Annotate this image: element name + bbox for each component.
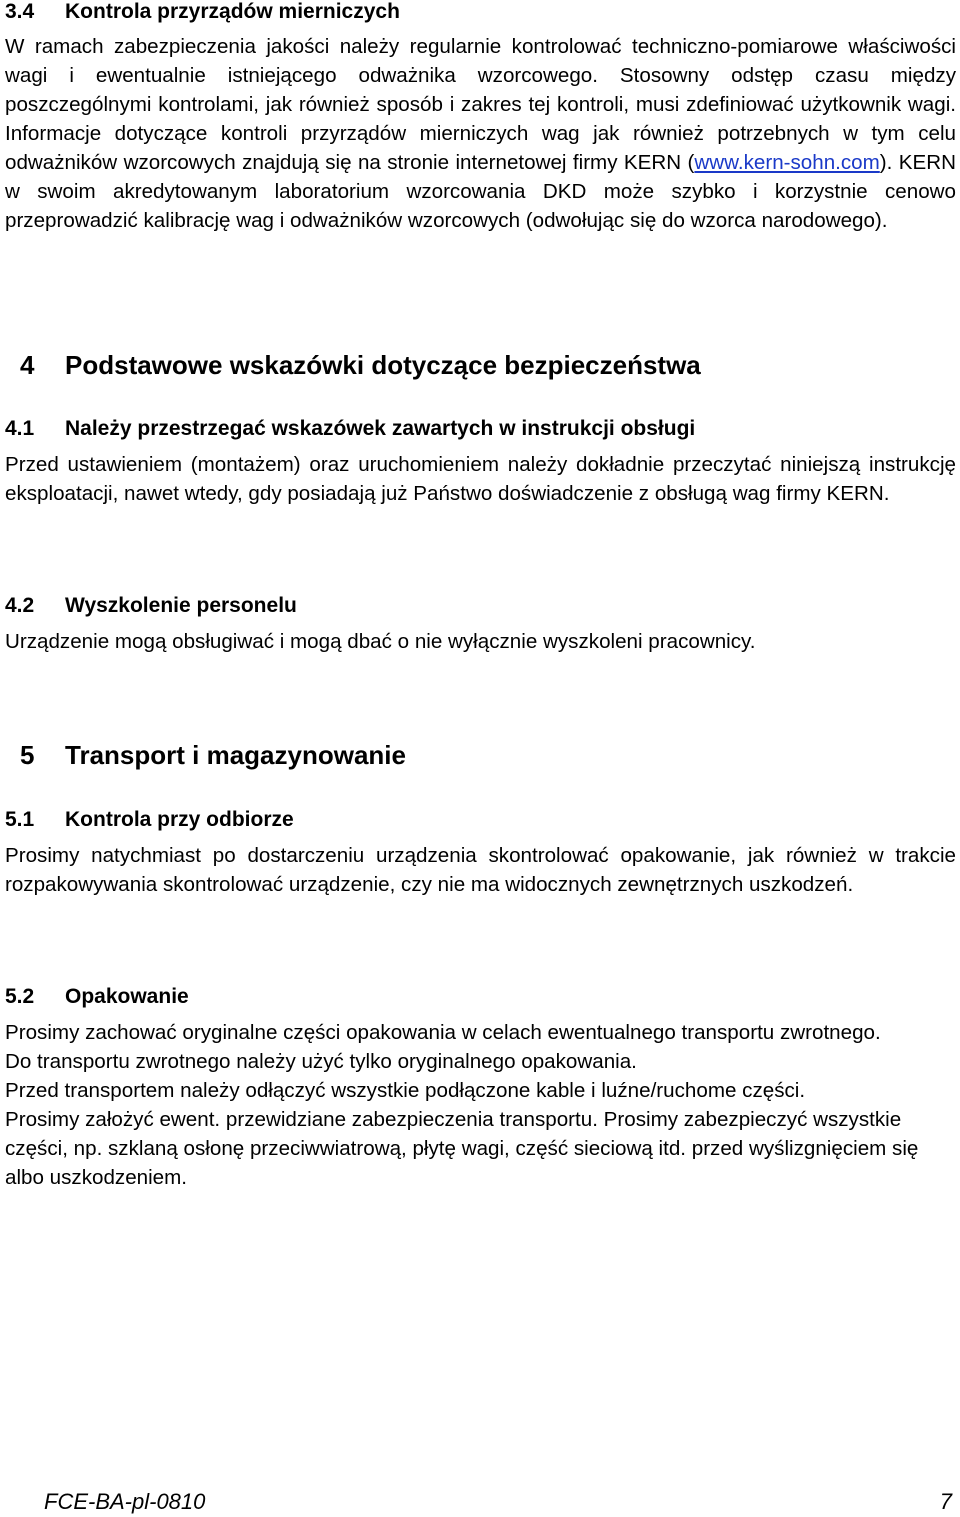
section-heading-4-1	[5, 417, 695, 441]
paragraph: Przed transportem należy odłączyć wszystkie podłączone kable i luźne/ruchome części.	[5, 1079, 806, 1102]
section-5-1-text: Prosimy natychmiast po dostarczeniu urządzenia skontrolować opakowanie, jak również w trakcie rozpakowywania skontrolować urządzenie, czy nie ma widocznych zewnętrznych uszkodzeń.	[5, 844, 956, 896]
section-5-2-text	[5, 1018, 956, 1192]
section-4-2-text: Urządzenie mogą obsługiwać i mogą dbać o nie wyłącznie wyszkoleni pracownicy.	[5, 630, 756, 653]
section-number: 4.1	[5, 417, 35, 440]
chapter-heading-4	[20, 350, 701, 380]
paragraph-text: W ramach zabezpieczenia jakości należy regularnie kontrolować techniczno-pomiarowe właściwości wagi i ewentualnie istniejącego odważnika wzorcowego. Stosowny odstęp czasu między poszczególnymi kontrolami, jak również sposób i zakres tej kontroli, musi zdefiniować użytkownik wagi. Informacje dotyczące kontroli przyrządów mierniczych wag jak również potrzebnych w tym celu odważników wzorcowych znajdują się na stronie internetowej firmy KERN (	[5, 35, 956, 174]
chapter-title: Podstawowe wskazówki dotyczące bezpieczeństwa	[65, 350, 701, 380]
section-title: Kontrola przyrządów mierniczych	[65, 0, 400, 23]
section-title: Wyszkolenie personelu	[65, 594, 297, 617]
chapter-number: 4	[20, 350, 35, 380]
section-heading-5-1	[5, 808, 294, 832]
footer-doc-code: FCE-BA-pl-0810	[44, 1489, 206, 1514]
footer-page-number: 7	[939, 1489, 952, 1514]
paragraph: Do transportu zwrotnego należy użyć tylko oryginalnego opakowania.	[5, 1050, 637, 1073]
chapter-title: Transport i magazynowanie	[65, 740, 406, 770]
section-title: Kontrola przy odbiorze	[65, 808, 294, 831]
section-number: 4.2	[5, 594, 35, 617]
chapter-heading-5	[20, 740, 406, 770]
kern-website-link[interactable]: www.kern-sohn.com	[694, 151, 880, 174]
section-title: Należy przestrzegać wskazówek zawartych w instrukcji obsługi	[65, 417, 696, 440]
section-3-4-text	[5, 32, 956, 235]
section-heading-5-2	[5, 985, 189, 1009]
section-number: 5.2	[5, 985, 35, 1008]
section-number: 3.4	[5, 0, 35, 23]
section-heading-4-2	[5, 594, 297, 618]
paragraph: Prosimy zachować oryginalne części opakowania w celach ewentualnego transportu zwrotnego.	[5, 1021, 881, 1044]
chapter-number: 5	[20, 740, 35, 770]
section-heading-3-4	[5, 0, 400, 24]
paragraph-text: ). KERN w swoim akredytowanym laboratorium wzorcowania DKD może szybko i korzystnie cenowo przeprowadzić kalibrację wag i odważników wzorcowych (odwołując się do wzorca narodowego).	[5, 151, 956, 232]
section-number: 5.1	[5, 808, 35, 831]
paragraph: Prosimy założyć ewent. przewidziane zabezpieczenia transportu. Prosimy zabezpieczyć wszystkie części, np. szklaną osłonę przeciwwiatrową, płytę wagi, część sieciową itd. przed wyślizgnięciem się albo uszkodzeniem.	[5, 1108, 919, 1189]
section-title: Opakowanie	[65, 985, 189, 1008]
section-4-1-text: Przed ustawieniem (montażem) oraz uruchomieniem należy dokładnie przeczytać niniejszą instrukcję eksploatacji, nawet wtedy, gdy posiadają już Państwo doświadczenie z obsługą wag firmy KERN.	[5, 453, 956, 505]
